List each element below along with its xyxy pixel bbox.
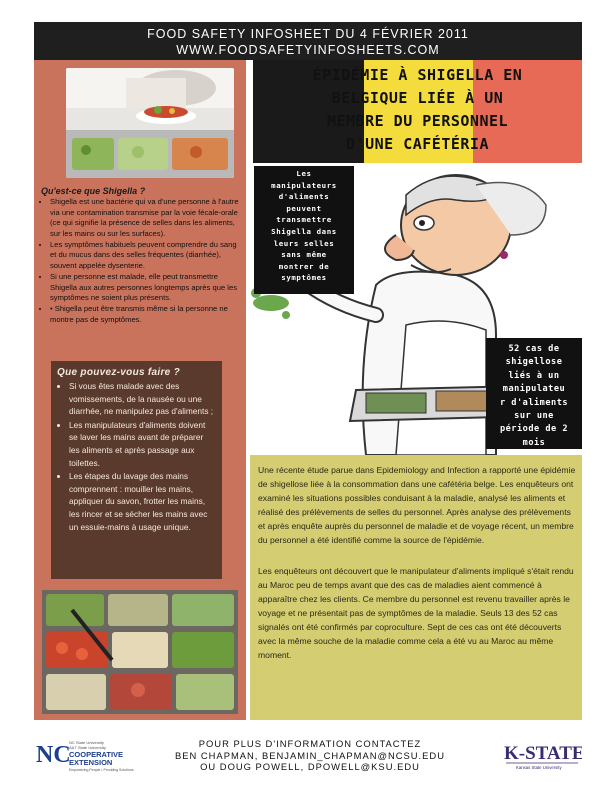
callout-line: 52 cas de — [508, 344, 560, 354]
title-line: MEMBRE DU PERSONNEL — [326, 112, 509, 130]
article-paragraph: Une récente étude parue dans Epidemiology and Infection a rapporté une épidémie de shigellose liée à la consommation dans une cafétéria belge. Les enquêteurs ont examiné les situations possibles conduisant à la maladie, analysé les aliments et réalisé des prélèvements de selles du personnel. Après analyse des prélèvements et après enquête auprès du personnel de maladie et de voyage récent, un membre du personnel a été identifié comme la source de l'épidémie. — [258, 465, 576, 546]
shigella-item: • Shigella est une bactérie qui va d'une personne à l'autre via une contamination transmise par la voie fécale-orale (ce qui signifie la présence de selles dans les aliments, sur les mains ou sur les surfaces). — [50, 197, 241, 239]
callout-line: mois — [522, 437, 546, 448]
article-body — [250, 455, 582, 720]
nc-cooperative-extension-logo[interactable] — [34, 736, 150, 776]
callout-line: sans même — [281, 250, 327, 260]
advice-item: • Si vous êtes malade avec des vomissements, de la nausée ou une diarrhée, ne manipulez pas d'aliments ; — [69, 380, 216, 418]
callout-line: shigellose — [505, 357, 563, 368]
advice-box — [51, 361, 222, 579]
nc-logo-line2: EXTENSION — [69, 758, 113, 767]
nc-logo-small2: A&T State University — [69, 745, 106, 750]
salad-bar-photo — [42, 590, 238, 714]
kstate-logo-text: K-STATE — [504, 743, 582, 764]
title-line: BELGIQUE LIÉE À UN — [331, 89, 504, 107]
page-title — [253, 64, 582, 156]
shigella-item: • • Shigella peut être transmis même si la personne ne montre pas de symptômes. — [50, 304, 241, 325]
nc-logo-small1: NC State University — [69, 740, 104, 745]
footer-contact — [160, 738, 460, 773]
title-line: D'UNE CAFÉTÉRIA — [346, 135, 489, 153]
nc-logo-letters: NC — [36, 742, 71, 768]
nc-logo-line1: COOPERATIVE — [69, 750, 124, 759]
callout-line: Les — [296, 169, 312, 178]
footer-line: POUR PLUS D'INFORMATION CONTACTEZ — [198, 738, 422, 749]
callout-transmission — [254, 166, 354, 294]
title-line: ÉPIDÉMIE À SHIGELLA EN — [312, 66, 523, 84]
kstate-logo[interactable] — [502, 737, 582, 775]
footer-contact-chapman[interactable]: BEN CHAPMAN, BENJAMIN_CHAPMAN@NCSU.EDU — [175, 749, 445, 761]
kstate-logo-subtext: Kansas State University — [516, 765, 562, 770]
callout-line: d'aliments — [278, 192, 330, 202]
callout-line: manipulateu — [502, 384, 566, 395]
header-banner — [34, 22, 582, 60]
food-service-photo — [66, 68, 234, 178]
shigella-item: • Si une personne est malade, elle peut transmettre Shigella aux autres personnes longtemps après que les symptômes ne soient plus présents. — [50, 272, 241, 303]
header-url[interactable]: WWW.FOODSAFETYINFOSHEETS.COM — [176, 43, 440, 57]
footer-contact-powell[interactable]: OU DOUG POWELL, DPOWELL@KSU.EDU — [200, 761, 420, 772]
shigella-heading: Qu'est-ce que Shigella ? — [41, 186, 146, 196]
header-title: FOOD SAFETY INFOSHEET DU 4 FÉVRIER 2011 — [147, 27, 469, 41]
shigella-item: • Les symptômes habituels peuvent comprendre du sang et du mucus dans des selles fréquentes (diarrhée), souvent appelée dysenterie. — [50, 240, 241, 271]
callout-line: transmettre — [276, 215, 332, 225]
callout-case-count — [486, 338, 582, 449]
callout-line: leurs selles — [273, 238, 335, 248]
callout-line: r d'aliments — [499, 397, 569, 408]
callout-line: manipulateurs — [271, 180, 337, 190]
nc-logo-tagline: Empowering People • Providing Solutions — [69, 768, 134, 772]
advice-item: • Les étapes du lavage des mains comprennent : mouiller les mains, appliquer du savon, frotter les mains, les rincer et se sécher les mains avec un essuie-mains à usage unique. — [69, 470, 216, 533]
advice-item: • Les manipulateurs d'aliments doivent se laver les mains avant de préparer les aliments et après passage aux toilettes. — [69, 419, 216, 469]
callout-line: période de 2 — [499, 424, 569, 435]
advice-heading: Que pouvez-vous faire ? — [57, 367, 181, 378]
callout-line: montrer de — [278, 261, 330, 271]
shigella-info — [41, 186, 241, 326]
callout-line: sur une — [514, 411, 554, 422]
article-paragraph: Les enquêteurs ont découvert que le manipulateur d'aliments impliqué s'était rendu au Maroc peu de temps avant que des cas de maladies aient commencé à apparaître chez les clients. Ce membre du personnel est revenu travailler après le voyage et ne présentait pas de symptômes de la maladie. Seuls 13 des 52 cas signalés ont été confirmés par coproculture. Sept de ces cas ont été découverts avec la même souche de la maladie comme cela a été vu au Maroc au même moment. — [258, 565, 574, 661]
callout-line: peuvent — [286, 203, 322, 213]
callout-line: liés à un — [508, 370, 560, 381]
callout-line: symptômes — [281, 273, 327, 283]
callout-line: Shigella dans — [271, 226, 337, 236]
